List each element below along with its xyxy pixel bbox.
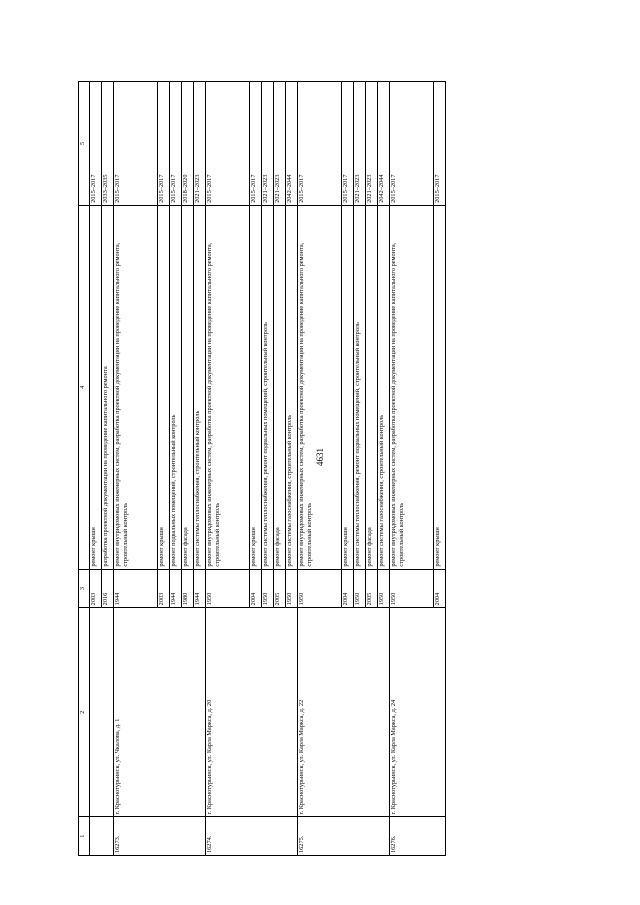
repair-period: 2015–2017 bbox=[114, 82, 158, 206]
build-year: 1950 bbox=[390, 569, 434, 608]
build-year: 2004 bbox=[250, 569, 262, 608]
work-type: ремонт фасада bbox=[182, 205, 194, 569]
build-year: 1944 bbox=[170, 569, 182, 608]
table-row bbox=[390, 82, 434, 856]
work-type: ремонт подвальных помещений, строительный контроль bbox=[170, 205, 182, 569]
build-year: 2003 bbox=[90, 569, 102, 608]
address: г. Краснотурьинск, ул. Карла Маркса, д. 24 bbox=[390, 608, 446, 817]
repair-period: 2015–2017 bbox=[298, 82, 342, 206]
record-number: 16276. bbox=[390, 817, 446, 856]
header-col-4: 4 bbox=[79, 205, 90, 569]
build-year: 2005 bbox=[274, 569, 286, 608]
record-number: 16275. bbox=[298, 817, 390, 856]
work-type: ремонт крыши bbox=[250, 205, 262, 569]
record-number bbox=[90, 817, 114, 856]
work-type: ремонт системы теплоснабжения, строительный контроль bbox=[194, 205, 206, 569]
work-type: ремонт системы газоснабжения, строительный контроль bbox=[286, 205, 298, 569]
work-type: ремонт внутридомовых инженерных систем, разработка проектной документации на проведение капитального ремонта, строительный контроль bbox=[298, 205, 342, 569]
build-year: 1944 bbox=[194, 569, 206, 608]
build-year: 2005 bbox=[366, 569, 378, 608]
build-year: 1950 bbox=[286, 569, 298, 608]
repair-schedule-table bbox=[78, 81, 446, 856]
build-year: 1980 bbox=[182, 569, 194, 608]
repair-period: 2015–2017 bbox=[206, 82, 250, 206]
work-type: ремонт системы газоснабжения, строительный контроль bbox=[378, 205, 390, 569]
build-year: 1950 bbox=[354, 569, 366, 608]
address bbox=[90, 608, 114, 817]
repair-period: 2015–2017 bbox=[434, 82, 446, 206]
header-col-2: 2 bbox=[79, 608, 90, 817]
address: г. Краснотурьинск, ул. Карла Маркса, д. 20 bbox=[206, 608, 298, 817]
build-year: 2004 bbox=[434, 569, 446, 608]
repair-period: 2018–2020 bbox=[182, 82, 194, 206]
repair-period: 2015–2017 bbox=[158, 82, 170, 206]
work-type: ремонт крыши bbox=[342, 205, 354, 569]
work-type: ремонт крыши bbox=[434, 205, 446, 569]
repair-period: 2015–2017 bbox=[390, 82, 434, 206]
table-row bbox=[114, 82, 158, 856]
work-type: ремонт системы теплоснабжения, ремонт подвальных помещений, строительный контроль bbox=[354, 205, 366, 569]
repair-period: 2042–2044 bbox=[378, 82, 390, 206]
work-type: разработка проектной документации на проведение капитального ремонта bbox=[102, 205, 114, 569]
repair-period: 2021–2023 bbox=[194, 82, 206, 206]
build-year: 2016 bbox=[102, 569, 114, 608]
repair-period: 2015–2017 bbox=[250, 82, 262, 206]
repair-period: 2021–2023 bbox=[366, 82, 378, 206]
build-year: 1944 bbox=[114, 569, 158, 608]
address: г. Краснотурьинск, ул. Чкалова, д. 1 bbox=[114, 608, 206, 817]
record-number: 16274. bbox=[206, 817, 298, 856]
page-number: 4631 bbox=[315, 448, 325, 466]
repair-period: 2021–2023 bbox=[274, 82, 286, 206]
work-type: ремонт внутридомовых инженерных систем, разработка проектной документации на проведение капитального ремонта, строительный контроль bbox=[390, 205, 434, 569]
table-row bbox=[298, 82, 342, 856]
repair-period: 2015–2017 bbox=[342, 82, 354, 206]
build-year: 1950 bbox=[206, 569, 250, 608]
table-row bbox=[90, 82, 102, 856]
table-body bbox=[90, 82, 446, 856]
record-number: 16273. bbox=[114, 817, 206, 856]
repair-period: 2021–2023 bbox=[262, 82, 274, 206]
build-year: 1950 bbox=[298, 569, 342, 608]
header-col-1: 1 bbox=[79, 817, 90, 856]
work-type: ремонт системы теплоснабжения, ремонт подвальных помещений, строительный контроль bbox=[262, 205, 274, 569]
repair-period: 2021–2023 bbox=[354, 82, 366, 206]
repair-period: 2015–2017 bbox=[170, 82, 182, 206]
header-row bbox=[79, 82, 90, 856]
table-row bbox=[206, 82, 250, 856]
work-type: ремонт крыши bbox=[158, 205, 170, 569]
work-type: ремонт внутридомовых инженерных систем, разработка проектной документации на проведение капитального ремонта, строительный контроль bbox=[206, 205, 250, 569]
repair-period: 2042–2044 bbox=[286, 82, 298, 206]
work-type: ремонт крыши bbox=[90, 205, 102, 569]
address: г. Краснотурьинск, ул. Карла Маркса, д. 22 bbox=[298, 608, 390, 817]
work-type: ремонт фасада bbox=[366, 205, 378, 569]
repair-period: 2015–2017 bbox=[90, 82, 102, 206]
build-year: 1950 bbox=[378, 569, 390, 608]
repair-period: 2033–2035 bbox=[102, 82, 114, 206]
header-col-3: 3 bbox=[79, 569, 90, 608]
build-year: 2003 bbox=[158, 569, 170, 608]
build-year: 2004 bbox=[342, 569, 354, 608]
work-type: ремонт внутридомовых инженерных систем, разработка проектной документации на проведение капитального ремонта, строительный контроль bbox=[114, 205, 158, 569]
build-year: 1950 bbox=[262, 569, 274, 608]
work-type: ремонт фасада bbox=[274, 205, 286, 569]
rotated-page bbox=[78, 81, 603, 856]
header-col-5: 5 bbox=[79, 82, 90, 206]
